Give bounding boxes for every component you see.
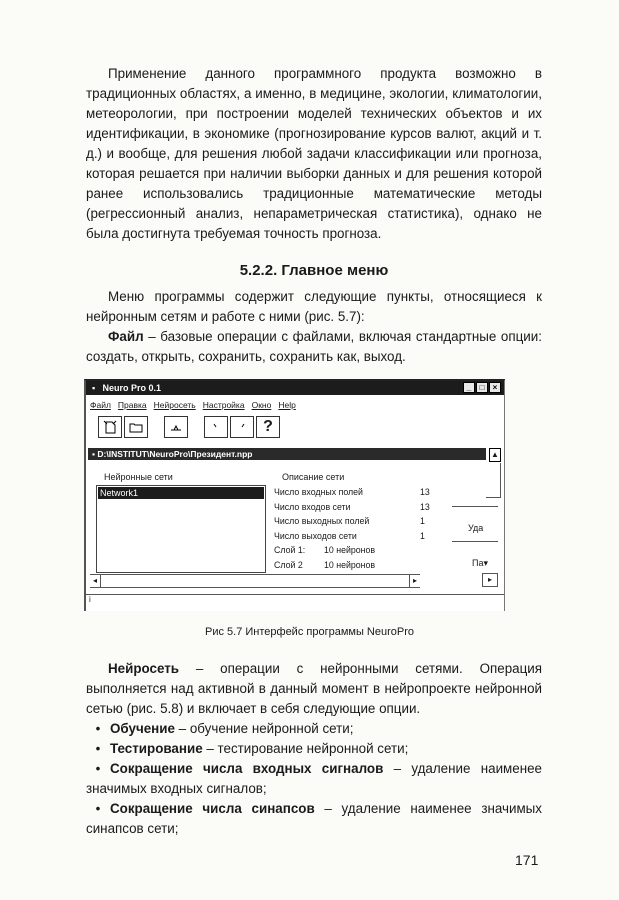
description-row: Число выходных полей 1	[274, 516, 425, 526]
bullet-icon: •	[95, 741, 101, 756]
menu-settings[interactable]: Настройка	[202, 400, 245, 410]
menu-block	[86, 287, 542, 367]
scroll-right-arrow-icon[interactable]: ▸	[409, 575, 420, 587]
networks-header: Нейронные сети	[104, 472, 173, 482]
prune-icon	[235, 421, 249, 433]
neuro-term: Нейросеть	[108, 661, 180, 676]
file-text: – базовые операции с файлами, включая стандартные опции: создать, открыть, сохранить, сохранить как, выход.	[86, 329, 542, 364]
menu-help[interactable]: Help	[278, 400, 296, 410]
description-row: Слой 1: 10 нейронов	[274, 545, 376, 555]
test-icon	[209, 421, 223, 433]
list-item: • Тестирование – тестирование нейронной сети;	[86, 739, 542, 759]
neuropro-screenshot	[84, 379, 505, 611]
open-button[interactable]	[124, 416, 148, 438]
description-header: Описание сети	[282, 472, 345, 482]
neuro-text: – операции с нейронными сетями. Операция выполняется над активной в данный момент в нейропроекте нейронной сетью (рис. 5.8) и включает в себя следующие опции.	[86, 661, 542, 716]
bullet-icon: •	[95, 721, 101, 736]
project-path: D:\INSTITUT\NeuroPro\Президент.npp	[97, 449, 253, 459]
description-row: Число входов сети 13	[274, 501, 430, 512]
params-button[interactable]: Па▾	[472, 558, 489, 568]
scroll-up-arrow-icon[interactable]: ▲	[489, 448, 501, 462]
menu-file[interactable]: Файл	[90, 400, 111, 410]
new-file-icon	[103, 420, 117, 434]
network-list[interactable]	[96, 485, 266, 573]
description-row: Число входных полей 13	[274, 487, 430, 497]
menu-network[interactable]: Нейросеть	[153, 400, 196, 410]
page-number: 171	[515, 852, 539, 868]
neuro-block	[86, 659, 542, 839]
network-item-selected[interactable]: Network1	[98, 487, 264, 499]
status-text: i	[89, 595, 91, 604]
section-heading: 5.2.2. Главное меню	[239, 262, 389, 279]
help-button[interactable]	[256, 416, 280, 438]
new-button[interactable]	[98, 416, 122, 438]
scroll-left-arrow-icon[interactable]: ◂	[90, 575, 101, 587]
minimize-button[interactable]: _	[463, 382, 475, 393]
horizontal-scrollbar[interactable]	[90, 574, 420, 588]
delete-button[interactable]: Уда	[468, 523, 484, 533]
list-item: • Обучение – обучение нейронной сети;	[86, 719, 542, 739]
file-paragraph	[86, 327, 542, 367]
list-item: • Сокращение числа входных сигналов – удаление наименее значимых входных сигналов;	[86, 761, 542, 796]
status-bar	[86, 594, 504, 611]
window-titlebar	[86, 381, 504, 395]
description-row: Слой 2 10 нейронов	[274, 559, 376, 570]
chevron-down-icon: ▾	[483, 558, 489, 568]
bullet-icon: •	[95, 801, 101, 816]
maximize-button[interactable]: □	[476, 382, 488, 393]
bullet-icon: •	[95, 761, 101, 776]
divider	[452, 541, 498, 542]
train-icon	[169, 421, 183, 433]
scroll-right-arrow-icon[interactable]: ▸	[482, 573, 498, 587]
menubar	[90, 400, 296, 410]
figure-caption: Рис 5.7 Интерфейс программы NeuroPro	[205, 626, 414, 638]
window-title: Neuro Pro 0.1	[102, 383, 162, 393]
help-icon: ?	[263, 418, 273, 435]
file-term: Файл	[108, 329, 144, 344]
menu-edit[interactable]: Правка	[117, 400, 147, 410]
description-row: Число выходов сети 1	[274, 530, 425, 541]
close-button[interactable]: ×	[489, 382, 501, 393]
test-button[interactable]	[204, 416, 228, 438]
prune-button[interactable]	[230, 416, 254, 438]
app-icon: ▪	[92, 383, 96, 393]
side-scroll-frame	[486, 463, 501, 498]
neuro-paragraph	[86, 659, 542, 719]
toolbar	[98, 416, 282, 438]
open-folder-icon	[129, 421, 143, 433]
intro-block	[86, 64, 542, 244]
intro-paragraph: Применение данного программного продукта возможно в традиционных областях, а именно, в медицине, экологии, климатологии, метеорологии, при построении моделей технических объектов и их идентификации, в экономике (прогнозирование курсов валют, акций и т. д.) и вообще, для решения любой задачи классификации или прогноза, которая решается при наличии выборки данных и для решения которой ранее использовались традиционные математические методы (регрессионный анализ, непараметрическая статистика), однако не была достигнута требуемая точность прогноза.	[86, 66, 542, 241]
menu-window[interactable]: Окно	[251, 400, 272, 410]
menu-paragraph: Меню программы содержит следующие пункты, относящиеся к нейронным сетям и работе с ними (рис. 5.7):	[86, 289, 542, 324]
train-button[interactable]	[164, 416, 188, 438]
project-path-bar	[88, 448, 486, 460]
divider	[452, 506, 498, 507]
list-item: • Сокращение числа синапсов – удаление наименее значимых синапсов сети;	[86, 801, 543, 836]
project-icon: ▪	[92, 449, 98, 459]
